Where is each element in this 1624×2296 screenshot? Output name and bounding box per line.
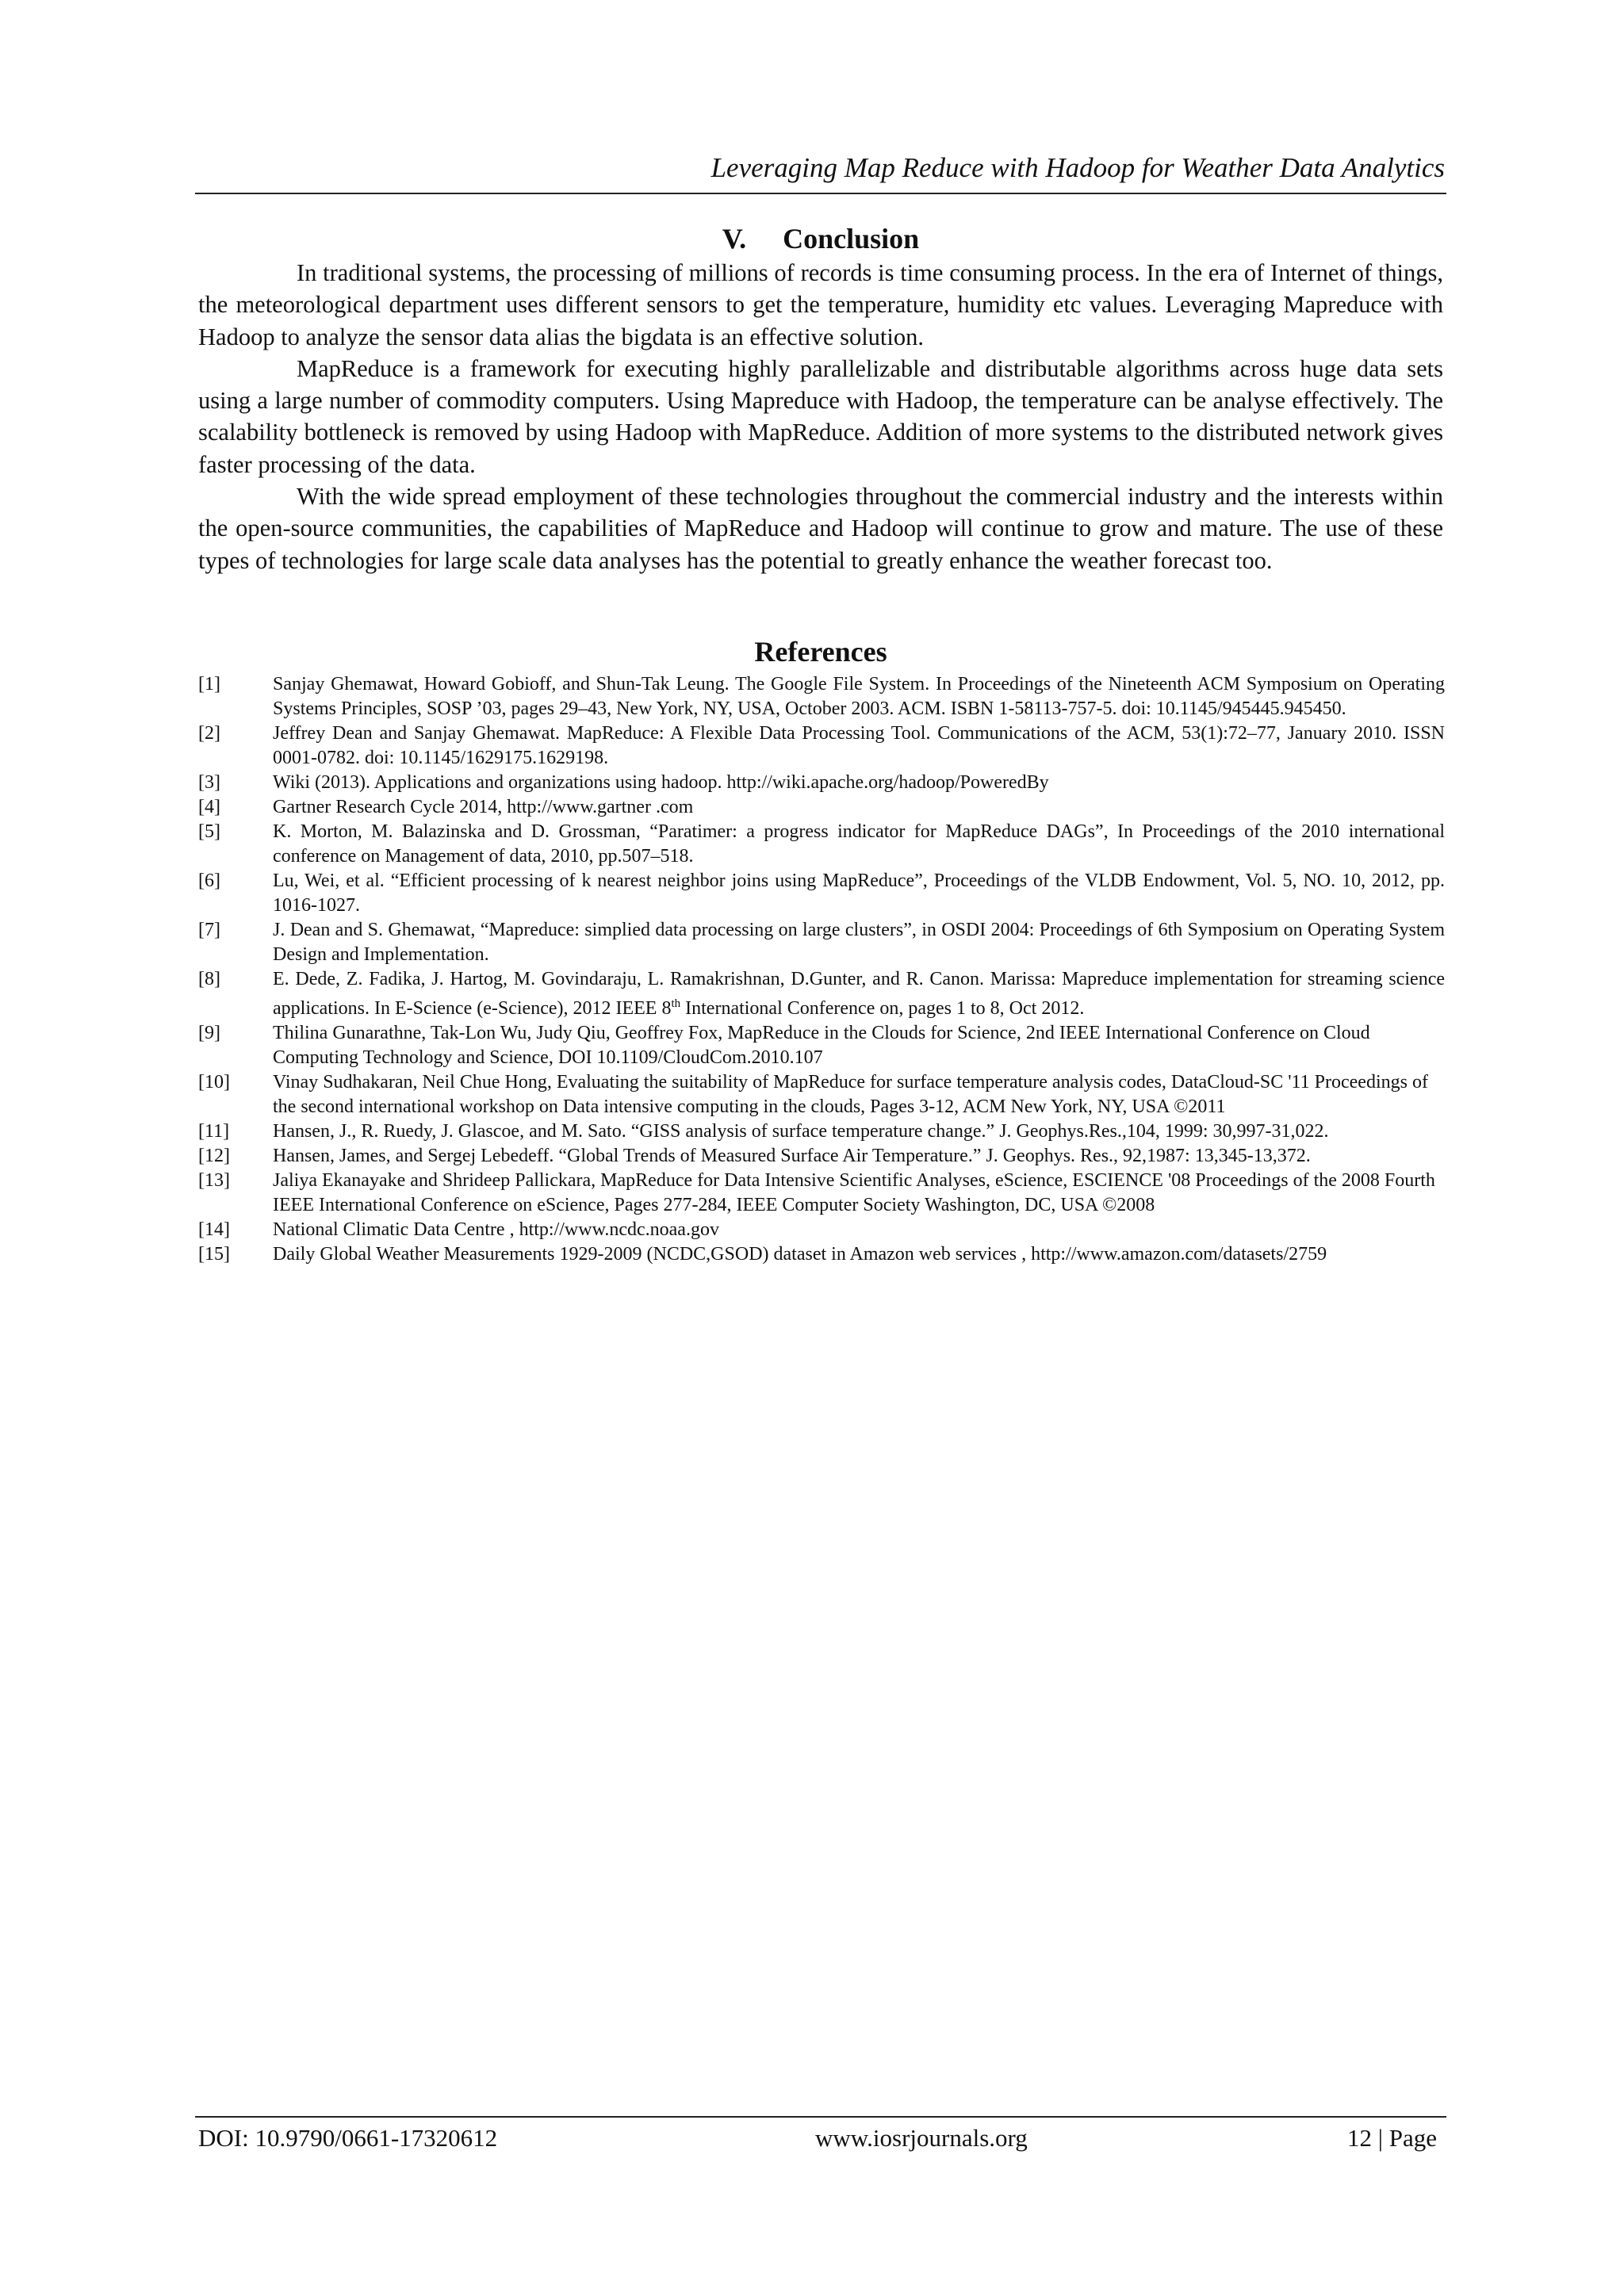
conclusion-body [198,257,1443,576]
running-header: Leveraging Map Reduce with Hadoop for Weather Data Analytics [710,152,1445,183]
reference-item [198,795,1445,820]
reference-item [198,672,1445,721]
reference-item [198,1169,1445,1218]
reference-item [198,1070,1445,1119]
reference-number: [3] [198,772,220,793]
paragraph: MapReduce is a framework for executing highly parallelizable and distributable algorithms across huge data sets using a large number of commodity computers. Using Mapreduce with Hadoop, the temperature can be analyse effectively. The scalability bottleneck is removed by using Hadoop with MapReduce. Addition of more systems to the distributed network gives faster processing of the data. [198,354,1443,478]
reference-item [198,820,1445,869]
reference-text: Vinay Sudhakaran, Neil Chue Hong, Evaluating the suitability of MapReduce for surface temperature analysis codes, DataCloud-SC '11 Proceedings of the second international workshop on Data intensive computing in the clouds, Pages 3-12, ACM New York, NY, USA ©2011 [273,1072,1428,1117]
reference-text: Wiki (2013). Applications and organizations using hadoop. http://wiki.apache.org/hadoop/PoweredBy [273,772,1049,793]
reference-item [198,721,1445,771]
reference-item [198,771,1445,795]
reference-text: National Climatic Data Centre , http://www.ncdc.noaa.gov [273,1219,719,1240]
reference-number: [6] [198,871,220,891]
reference-text: Jeffrey Dean and Sanjay Ghemawat. MapReduce: A Flexible Data Processing Tool. Communications of the ACM, 53(1):72–77, January 2010. ISSN 0001-0782. doi: 10.1145/1629175.1629198. [273,723,1445,768]
reference-number: [11] [198,1121,230,1142]
reference-item [198,869,1445,918]
reference-number: [13] [198,1170,230,1191]
header-rule [195,193,1446,194]
reference-number: [2] [198,723,220,744]
reference-text: K. Morton, M. Balazinska and D. Grossman, “Paratimer: a progress indicator for MapReduce DAGs”, In Proceedings of the 2010 international conference on Management of data, 2010, pp.507–518. [273,821,1445,867]
superscript: th [671,997,681,1010]
reference-text: Lu, Wei, et al. “Efficient processing of k nearest neighbor joins using MapReduce”, Proceedings of the VLDB Endowment, Vol. 5, NO. 10, 2012, pp. 1016-1027. [273,871,1445,916]
reference-text: Jaliya Ekanayake and Shrideep Pallickara, MapReduce for Data Intensive Scientific Analyses, eScience, ESCIENCE '08 Proceedings of the 2008 Fourth IEEE International Conference on eScience, Pages 277-284, IEEE Computer Society Washington, DC, USA ©2008 [273,1170,1435,1215]
reference-number: [9] [198,1023,220,1043]
reference-number: [14] [198,1219,230,1240]
reference-list [198,672,1445,1267]
reference-item [198,918,1445,967]
footer-doi: DOI: 10.9790/0661-17320612 [198,2124,498,2152]
paragraph: With the wide spread employment of these technologies throughout the commercial industry and the interests within the open-source communities, the capabilities of MapReduce and Hadoop will continue to grow and mature. The use of these types of technologies for large scale data analyses has the potential to greatly enhance the weather forecast too. [198,483,1443,574]
reference-text: Sanjay Ghemawat, Howard Gobioff, and Shun-Tak Leung. The Google File System. In Proceedings of the Nineteenth ACM Symposium on Operating Systems Principles, SOSP ’03, pages 29–43, New York, NY, USA, October 2003. ACM. ISBN 1-58113-757-5. doi: 10.1145/945445.945450. [273,674,1445,719]
reference-text: Daily Global Weather Measurements 1929-2009 (NCDC,GSOD) dataset in Amazon web services , http://www.amazon.com/datasets/2759 [273,1244,1327,1265]
footer-page-number: 12 | Page [1347,2124,1437,2152]
reference-text: J. Dean and S. Ghemawat, “Mapreduce: simplied data processing on large clusters”, in OSDI 2004: Proceedings of 6th Symposium on Operating System Design and Implementation. [273,920,1445,965]
section-number: V. [722,223,747,254]
reference-text: Hansen, J., R. Ruedy, J. Glascoe, and M. Sato. “GISS analysis of surface temperature change.” J. Geophys.Res.,104, 1999: 30,997-31,022. [273,1121,1329,1142]
reference-text: Hansen, James, and Sergej Lebedeff. “Global Trends of Measured Surface Air Temperature.” J. Geophys. Res., 92,1987: 13,345-13,372. [273,1146,1311,1166]
reference-text [273,967,1445,1021]
reference-number: [1] [198,674,220,695]
reference-number: [8] [198,969,220,989]
reference-item [198,967,1445,1021]
reference-number: [4] [198,797,220,817]
reference-item [198,1144,1445,1169]
footer-rule [195,2116,1446,2118]
reference-number: [15] [198,1244,230,1265]
reference-text: Thilina Gunarathne, Tak-Lon Wu, Judy Qiu, Geoffrey Fox, MapReduce in the Clouds for Science, 2nd IEEE International Conference on Cloud Computing Technology and Science, DOI 10.1109/CloudCom.2010.107 [273,1023,1370,1068]
paragraph: In traditional systems, the processing of millions of records is time consuming process. In the era of Internet of things, the meteorological department uses different sensors to get the temperature, humidity etc values. Leveraging Mapreduce with Hadoop to analyze the sensor data alias the bigdata is an effective solution. [198,259,1443,350]
reference-number: [5] [198,821,220,842]
reference-item [198,1242,1445,1267]
reference-item [198,1218,1445,1242]
reference-text-part: International Conference on, pages 1 to 8, Oct 2012. [680,998,1085,1019]
footer-website: www.iosrjournals.org [815,2124,1028,2152]
reference-item [198,1119,1445,1144]
reference-text-part: E. Dede, Z. Fadika, J. Hartog, M. Govindaraju, L. Ramakrishnan, D.Gunter, and R. Canon. Marissa: Mapreduce implementation for streaming science applications. In E-Science (e-Science), 2012 IEEE 8 [273,969,1445,1019]
reference-number: [10] [198,1072,230,1093]
section-heading [197,221,1445,256]
reference-text: Gartner Research Cycle 2014, http://www.gartner .com [273,797,694,817]
reference-number: [12] [198,1146,230,1166]
reference-item [198,1021,1445,1070]
reference-number: [7] [198,920,220,940]
references-heading: References [754,636,887,668]
section-title: Conclusion [783,223,920,254]
